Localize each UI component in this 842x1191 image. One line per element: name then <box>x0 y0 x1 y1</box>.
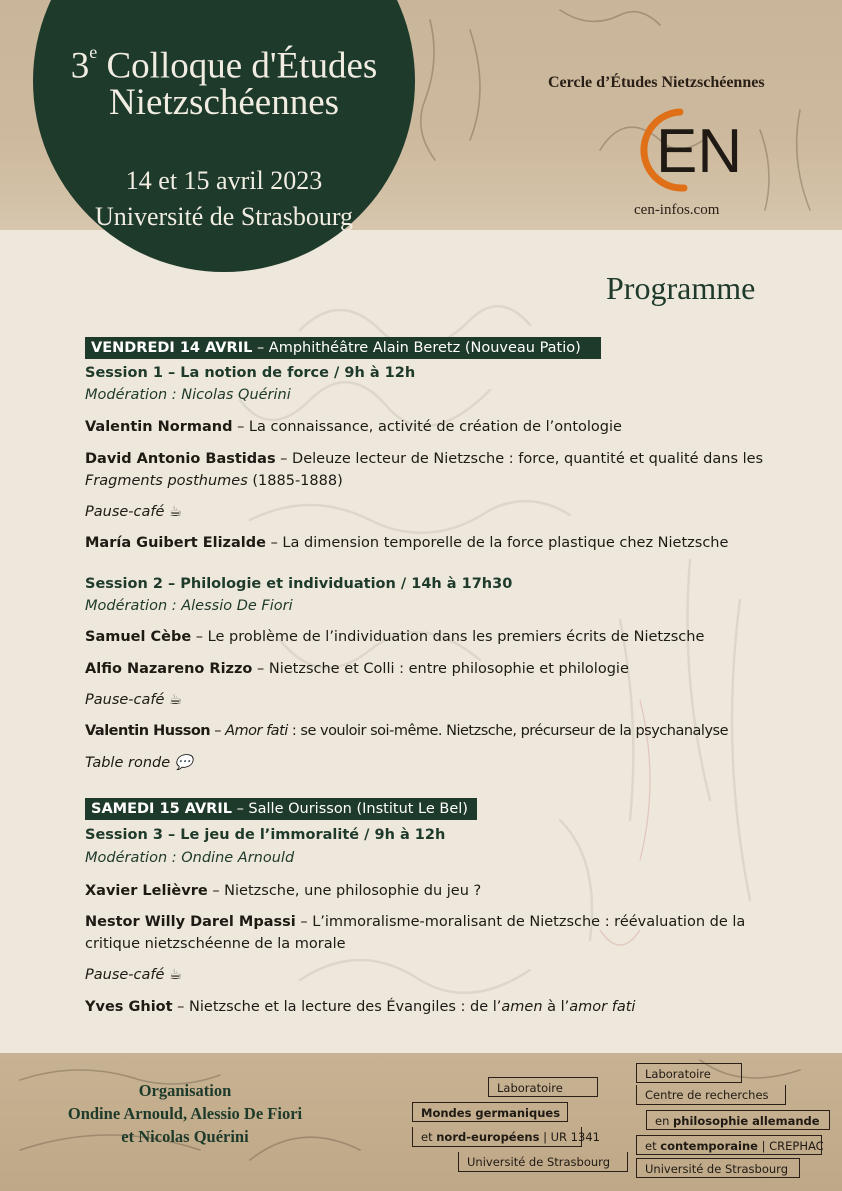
cen-title: Cercle d’Études Nietzschéennes <box>548 74 765 91</box>
day1-place: – Amphithéâtre Alain Beretz (Nouveau Patio) <box>252 340 581 356</box>
event-title-line2: Nietzschéennes <box>108 82 340 123</box>
talk-ghiot: Yves Ghiot – Nietzsche et la lecture des Évangiles : de l’amen à l’amor fati <box>85 999 636 1015</box>
talk-cebe: Samuel Cèbe – Le problème de l’individuation dans les premiers écrits de Nietzsche <box>85 629 705 645</box>
organisers-line1: Ondine Arnould, Alessio De Fiori <box>67 1104 303 1123</box>
talk-mpassi: Nestor Willy Darel Mpassi – L’immoralisme-moralisant de Nietzsche : réévaluation de la critique nietzschéenne de la morale <box>85 914 746 952</box>
day1-name: VENDREDI 14 AVRIL <box>91 340 253 356</box>
pause-cafe-2: Pause-café ☕ <box>85 692 183 708</box>
session2-moderation: Modération : Alessio De Fiori <box>85 598 293 614</box>
talk-lelievre: Xavier Lelièvre – Nietzsche, une philosophie du jeu ? <box>85 883 482 899</box>
session2-title: Session 2 – Philologie et individuation / 14h à 17h30 <box>85 576 513 592</box>
pause-cafe-1: Pause-café ☕ <box>85 504 183 520</box>
cen-website-link[interactable]: cen-infos.com <box>634 202 720 218</box>
lab2-line5: Université de Strasbourg <box>636 1158 800 1178</box>
lab2-line3: en philosophie allemande <box>646 1110 830 1130</box>
lab2-line1: Laboratoire <box>636 1063 742 1083</box>
day2-header <box>85 798 477 820</box>
lab2-line4: et contemporaine | CREPHAC <box>636 1135 822 1155</box>
programme-heading: Programme <box>606 270 756 306</box>
talk-guibert: María Guibert Elizalde – La dimension temporelle de la force plastique chez Nietzsche <box>85 535 729 551</box>
event-venue: Université de Strasbourg <box>94 202 354 231</box>
organisation-label: Organisation <box>138 1081 232 1100</box>
session3-title: Session 3 – Le jeu de l’immoralité / 9h à 12h <box>85 827 446 843</box>
cen-logo-text: EN <box>656 117 743 186</box>
event-title-line1: 3e Colloque d'Études <box>70 42 378 87</box>
talk-normand: Valentin Normand – La connaissance, activité de création de l’ontologie <box>85 419 622 435</box>
lab1-line1: Laboratoire <box>488 1077 598 1097</box>
day2-name: SAMEDI 15 AVRIL <box>91 801 232 817</box>
session1-moderation: Modération : Nicolas Quérini <box>85 387 291 403</box>
lab1-line3: et nord-européens | UR 1341 <box>412 1127 582 1147</box>
lab2-line2: Centre de recherches <box>636 1085 786 1105</box>
table-ronde: Table ronde 💬 <box>85 755 193 771</box>
cen-logo-icon <box>632 104 752 194</box>
session3-moderation: Modération : Ondine Arnould <box>85 850 295 866</box>
title-circle <box>33 0 415 272</box>
organisers-line2: et Nicolas Quérini <box>121 1127 249 1146</box>
lab1-line4: Université de Strasbourg <box>458 1152 628 1172</box>
talk-rizzo: Alfio Nazareno Rizzo – Nietzsche et Colli : entre philosophie et philologie <box>85 661 629 677</box>
lab1-line2: Mondes germaniques <box>412 1102 568 1122</box>
talk-bastidas: David Antonio Bastidas – Deleuze lecteur de Nietzsche : force, quantité et qualité dans les Fragments posthumes (1885-1888) <box>85 451 764 489</box>
event-dates: 14 et 15 avril 2023 <box>125 166 323 195</box>
day2-place: – Salle Ourisson (Institut Le Bel) <box>231 801 468 817</box>
pause-cafe-3: Pause-café ☕ <box>85 967 183 983</box>
talk-husson: Valentin Husson – Amor fati : se vouloir soi-même. Nietzsche, précurseur de la psychanalyse <box>85 723 729 739</box>
day1-header <box>85 337 601 359</box>
session1-title: Session 1 – La notion de force / 9h à 12h <box>85 365 416 381</box>
